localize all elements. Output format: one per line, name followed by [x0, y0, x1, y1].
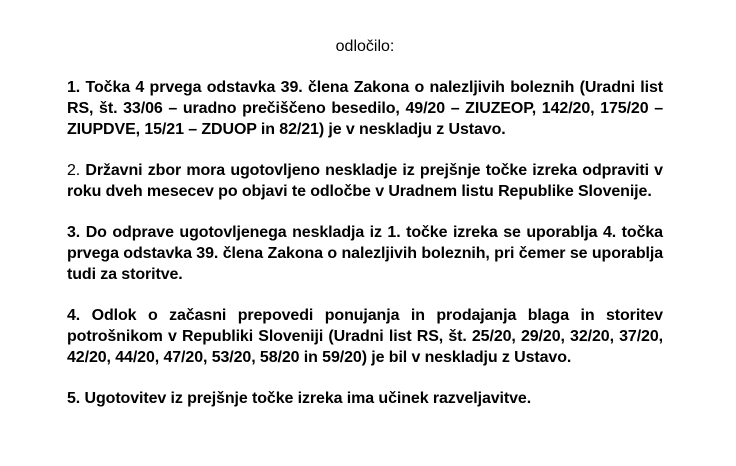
point-text: Odlok o začasni prepovedi ponujanja in prodajanja blaga in storitev potrošnikom v Republiki Sloveniji (Uradni list RS, št. 25/20, 29/20, 32/20, 37/20, 42/20, 44/20, 47/20, 53/20, 58/20 in 59/20) je bil v neskladju z Ustavo. [67, 307, 663, 366]
decision-point-3 [67, 222, 663, 285]
decision-point-1 [67, 77, 663, 140]
decision-heading: odločilo: [335, 38, 395, 55]
point-number: 3. [67, 224, 81, 241]
point-number: 4. [67, 307, 81, 324]
point-text: Točka 4 prvega odstavka 39. člena Zakona o nalezljivih boleznih (Uradni list RS, št. 33/06 – uradno prečiščeno besedilo, 49/20 – ZIUZEOP, 142/20, 175/20 – ZIUPDVE, 15/21 – ZDUOP in 82/21) je v neskladju z Ustavo. [67, 79, 663, 138]
point-number: 5. [67, 390, 81, 407]
point-text: Do odprave ugotovljenega neskladja iz 1. točke izreka se uporablja 4. točka prvega odstavka 39. člena Zakona o nalezljivih boleznih, pri čemer se uporablja tudi za storitve. [67, 224, 663, 283]
decision-point-5 [67, 388, 663, 409]
point-text: Ugotovitev iz prejšnje točke izreka ima učinek razveljavitve. [84, 390, 532, 407]
point-number: 1. [67, 79, 81, 96]
point-text: Državni zbor mora ugotovljeno neskladje iz prejšnje točke izreka odpraviti v roku dveh mesecev po objavi te odločbe v Uradnem listu Republike Slovenije. [67, 162, 663, 200]
point-number: 2. [67, 162, 81, 179]
decision-point-2 [67, 160, 663, 202]
decision-point-4 [67, 305, 663, 368]
document-page [67, 36, 663, 429]
